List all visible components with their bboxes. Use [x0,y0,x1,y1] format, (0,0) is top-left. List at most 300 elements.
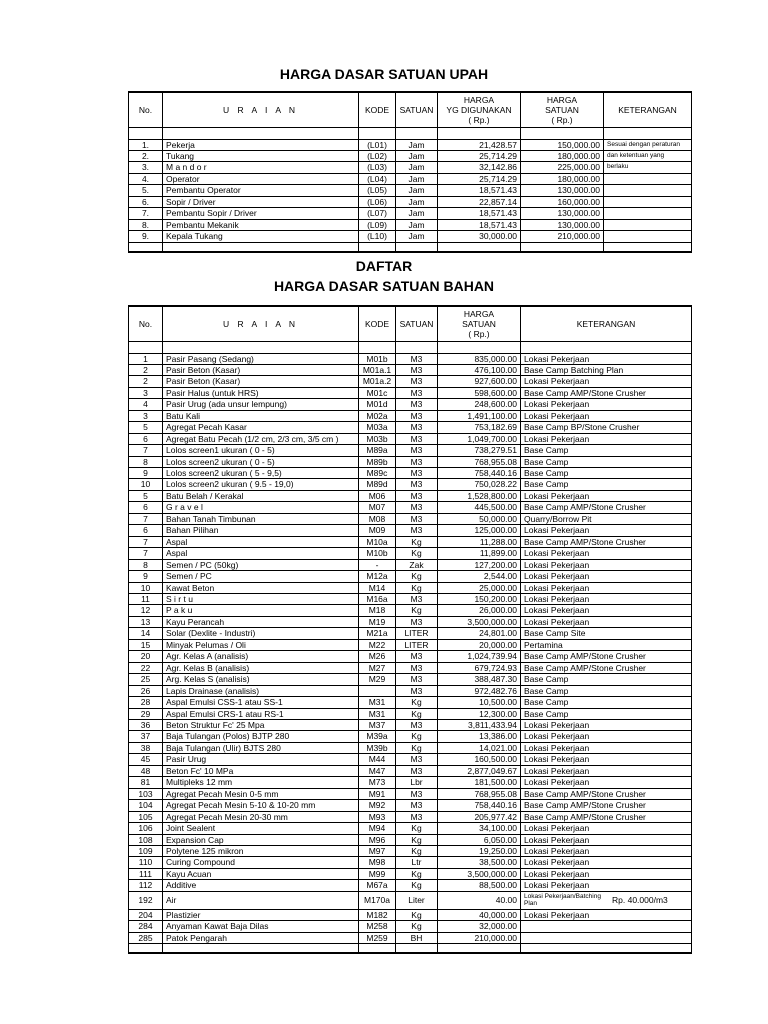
row-satuan: Kg [396,742,438,753]
bahan-header-harga-satuan-l1: HARGA [463,308,495,319]
row-uraian: Operator [163,173,359,184]
table-row [129,208,692,219]
row-keterangan: Lokasi Pekerjaan [521,834,692,845]
table-row [129,173,692,184]
table-row [129,422,692,433]
row-no: 28 [129,697,163,708]
row-satuan: Kg [396,823,438,834]
row-kode: M01d [359,399,396,410]
row-uraian: M a n d o r [163,162,359,173]
row-uraian: S i r t u [163,594,359,605]
row-keterangan: Lokasi Pekerjaan [521,353,692,364]
row-keterangan [604,231,692,242]
row-no: 103 [129,788,163,799]
row-kode: M18 [359,605,396,616]
row-uraian: Pasir Urug (ada unsur lempung) [163,399,359,410]
table-row [129,731,692,742]
row-kode: M09 [359,525,396,536]
row-satuan: M3 [396,399,438,410]
row-kode: (L05) [359,185,396,196]
row-no: 110 [129,857,163,868]
bahan-header-harga-satuan-l3: ( Rp.) [468,328,490,339]
row-satuan: Kg [396,708,438,719]
table-row [129,765,692,776]
row-uraian: Agregat Pecah Mesin 20-30 mm [163,811,359,822]
bahan-header-kode: KODE [359,306,396,341]
row-satuan: Liter [396,891,438,909]
row-no: 7 [129,513,163,524]
row-satuan: M3 [396,800,438,811]
row-keterangan: Lokasi Pekerjaan [521,742,692,753]
row-no: 38 [129,742,163,753]
row-harga-satuan: 150,000.00 [521,139,604,150]
row-no: 8 [129,456,163,467]
row-harga-satuan: 388,487.30 [438,674,521,685]
row-no: 7 [129,536,163,547]
upah-header-harga-digunakan-l2: YG DIGUNAKAN [446,104,512,115]
row-satuan: M3 [396,468,438,479]
row-kode: M03a [359,422,396,433]
table-row [129,857,692,868]
row-kode: M10a [359,536,396,547]
table-row [129,742,692,753]
row-harga-satuan: 2,877,049.67 [438,765,521,776]
row-keterangan: Sesuai dengan peraturan [604,139,692,150]
row-kode: (L06) [359,196,396,207]
row-uraian: Arg. Kelas S (analisis) [163,674,359,685]
row-kode: (L10) [359,231,396,242]
row-satuan: M3 [396,490,438,501]
row-satuan: M3 [396,811,438,822]
row-satuan: M3 [396,788,438,799]
row-keterangan: Base Camp [521,674,692,685]
row-harga-satuan: 1,528,800.00 [438,490,521,501]
row-no: 10 [129,582,163,593]
bahan-header-satuan: SATUAN [396,306,438,341]
table-row [129,219,692,230]
row-uraian: Pasir Beton (Kasar) [163,376,359,387]
row-satuan: Kg [396,834,438,845]
row-harga-digunakan: 32,142.86 [438,162,521,173]
row-keterangan: Lokasi Pekerjaan [521,559,692,570]
row-kode: M06 [359,490,396,501]
row-harga-satuan: 679,724.93 [438,662,521,673]
row-harga-satuan: 1,049,700.00 [438,433,521,444]
row-keterangan: Lokasi Pekerjaan [521,525,692,536]
row-uraian: Aspal [163,536,359,547]
row-kode: M37 [359,720,396,731]
table-row [129,571,692,582]
row-uraian: Batu Kali [163,410,359,421]
row-no: 3 [129,410,163,421]
row-keterangan: Lokasi Pekerjaan [521,765,692,776]
row-harga-satuan: 768,955.08 [438,456,521,467]
row-keterangan: Lokasi Pekerjaan [521,571,692,582]
row-kode: M67a [359,880,396,891]
table-row [129,231,692,242]
row-harga-satuan: 1,024,739.94 [438,651,521,662]
row-uraian: Agregat Pecah Kasar [163,422,359,433]
row-harga-satuan: 20,000.00 [438,639,521,650]
row-no: 12 [129,605,163,616]
row-uraian: Lolos screen2 ukuran ( 5 - 9,5) [163,468,359,479]
row-keterangan: Base Camp Site [521,628,692,639]
row-no: 6. [129,196,163,207]
row-no: 106 [129,823,163,834]
bahan-title-line1: DAFTAR [355,258,413,274]
row-uraian: Lolos screen2 ukuran ( 0 - 5) [163,456,359,467]
row-kode: M31 [359,708,396,719]
row-keterangan [521,921,692,932]
row-uraian: Lolos screen1 ukuran ( 0 - 5) [163,445,359,456]
row-harga-satuan: 598,600.00 [438,387,521,398]
row-uraian: Kawat Beton [163,582,359,593]
row-harga-satuan: 758,440.16 [438,800,521,811]
row-keterangan: Base Camp AMP/Stone Crusher [521,536,692,547]
row-no: 7. [129,208,163,219]
bahan-header-keterangan: KETERANGAN [521,306,692,341]
row-satuan: Zak [396,559,438,570]
row-keterangan: Base Camp BP/Stone Crusher [521,422,692,433]
row-harga-satuan: 40,000.00 [438,909,521,920]
row-harga-satuan: 11,288.00 [438,536,521,547]
row-harga-satuan: 2,544.00 [438,571,521,582]
table-row [129,376,692,387]
row-harga-satuan: 11,899.00 [438,548,521,559]
row-kode: M10b [359,548,396,559]
upah-header-harga-satuan-l1: HARGA [546,94,578,105]
row-keterangan: Lokasi Pekerjaan [521,857,692,868]
row-harga-digunakan: 18,571.43 [438,208,521,219]
row-satuan: M3 [396,513,438,524]
row-no: 3 [129,387,163,398]
row-keterangan: Lokasi Pekerjaan [521,410,692,421]
row-keterangan: Quarry/Borrow Pit [521,513,692,524]
row-kode: M01b [359,353,396,364]
row-satuan: M3 [396,433,438,444]
row-uraian: P a k u [163,605,359,616]
row-no: 22 [129,662,163,673]
row-kode: (L09) [359,219,396,230]
row-no: 7 [129,445,163,456]
row-harga-satuan: 24,801.00 [438,628,521,639]
row-uraian: Pasir Halus (untuk HRS) [163,387,359,398]
row-satuan: M3 [396,685,438,696]
row-satuan: Kg [396,536,438,547]
row-satuan: Kg [396,582,438,593]
row-keterangan-note: Lokasi Pekerjaan/Batching Plan [524,893,601,908]
row-no: 25 [129,674,163,685]
row-no: 6 [129,525,163,536]
row-keterangan: Base Camp AMP/Stone Crusher [521,387,692,398]
row-no: 204 [129,909,163,920]
row-harga-digunakan: 30,000.00 [438,231,521,242]
upah-header-harga-satuan [521,92,604,127]
row-kode: M12a [359,571,396,582]
row-no: 3. [129,162,163,173]
row-keterangan: Lokasi Pekerjaan [521,823,692,834]
row-satuan: Kg [396,868,438,879]
row-uraian: Air [163,891,359,909]
row-harga-digunakan: 25,714.29 [438,150,521,161]
row-keterangan: Lokasi Pekerjaan [521,605,692,616]
row-satuan: M3 [396,754,438,765]
row-uraian: Bahan Tanah Timbunan [163,513,359,524]
row-uraian: Multipleks 12 mm [163,777,359,788]
row-satuan: Ltr [396,857,438,868]
row-keterangan: Base Camp [521,479,692,490]
row-kode: - [359,559,396,570]
bahan-header-harga-satuan-l2: SATUAN [462,318,496,329]
row-no: 112 [129,880,163,891]
row-keterangan: Lokasi Pekerjaan [521,399,692,410]
upah-header-keterangan: KETERANGAN [604,92,692,127]
row-harga-digunakan: 18,571.43 [438,185,521,196]
row-keterangan: Lokasi Pekerjaan [521,777,692,788]
bahan-header-harga-satuan [438,306,521,341]
row-uraian: Bahan Pilihan [163,525,359,536]
row-uraian: Tukang [163,150,359,161]
row-satuan: Jam [396,208,438,219]
row-harga-satuan: 130,000.00 [521,208,604,219]
row-keterangan: Lokasi Pekerjaan [521,868,692,879]
row-harga-satuan: 127,200.00 [438,559,521,570]
table-row [129,536,692,547]
row-harga-satuan: 972,482.76 [438,685,521,696]
bahan-header-no: No. [129,306,163,341]
table-row [129,162,692,173]
table-row [129,662,692,673]
row-uraian: Batu Belah / Kerakal [163,490,359,501]
table-row [129,891,692,909]
table-row [129,697,692,708]
row-satuan: M3 [396,364,438,375]
row-kode: (L07) [359,208,396,219]
row-satuan: Jam [396,139,438,150]
row-keterangan: Lokasi Pekerjaan [521,490,692,501]
row-uraian: Semen / PC [163,571,359,582]
row-keterangan [521,932,692,943]
row-no: 9 [129,571,163,582]
row-harga-digunakan: 18,571.43 [438,219,521,230]
row-kode: M98 [359,857,396,868]
row-harga-satuan: 3,500,000.00 [438,616,521,627]
row-uraian: Minyak Pelumas / Oli [163,639,359,650]
row-keterangan: Lokasi Pekerjaan [521,754,692,765]
row-satuan: Kg [396,845,438,856]
row-satuan: M3 [396,387,438,398]
row-kode: M39a [359,731,396,742]
row-kode: M92 [359,800,396,811]
table-row [129,139,692,150]
row-satuan: M3 [396,525,438,536]
row-harga-satuan: 88,500.00 [438,880,521,891]
row-satuan: M3 [396,502,438,513]
row-harga-satuan: 12,300.00 [438,708,521,719]
row-harga-satuan: 160,000.00 [521,196,604,207]
row-uraian: Agregat Pecah Mesin 0-5 mm [163,788,359,799]
row-uraian: Kayu Acuan [163,868,359,879]
row-keterangan: Base Camp [521,697,692,708]
table-row [129,616,692,627]
row-no: 284 [129,921,163,932]
row-uraian: Agr. Kelas B (analisis) [163,662,359,673]
row-no: 36 [129,720,163,731]
row-harga-satuan: 40.00 [438,891,521,909]
row-uraian: Additive [163,880,359,891]
row-keterangan: Lokasi Pekerjaan [521,731,692,742]
row-kode: M39b [359,742,396,753]
row-keterangan [604,196,692,207]
bahan-table [128,305,692,954]
table-row [129,410,692,421]
table-row [129,559,692,570]
row-uraian: Plastizier [163,909,359,920]
row-harga-satuan: 210,000.00 [521,231,604,242]
bahan-title-line2: HARGA DASAR SATUAN BAHAN [273,278,495,294]
row-keterangan: Base Camp AMP/Stone Crusher [521,811,692,822]
row-no: 2. [129,150,163,161]
row-uraian: Agr. Kelas A (analisis) [163,651,359,662]
row-keterangan: Base Camp [521,708,692,719]
row-kode: M99 [359,868,396,879]
row-harga-digunakan: 22,857.14 [438,196,521,207]
row-satuan: Kg [396,697,438,708]
row-uraian: Sopir / Driver [163,196,359,207]
row-harga-satuan: 445,500.00 [438,502,521,513]
table-row [129,628,692,639]
row-harga-satuan: 180,000.00 [521,173,604,184]
row-no: 9 [129,468,163,479]
row-harga-satuan: 50,000.00 [438,513,521,524]
upah-header-harga-digunakan [438,92,521,127]
row-harga-satuan: 180,000.00 [521,150,604,161]
row-harga-satuan: 130,000.00 [521,185,604,196]
row-satuan: M3 [396,651,438,662]
row-uraian: Joint Sealent [163,823,359,834]
upah-header-harga-digunakan-l1: HARGA [463,94,495,105]
row-uraian: Beton Struktur Fc' 25 Mpa [163,720,359,731]
row-keterangan: Pertamina [521,639,692,650]
row-keterangan [604,173,692,184]
row-no: 13 [129,616,163,627]
row-no: 109 [129,845,163,856]
row-uraian: G r a v e l [163,502,359,513]
row-kode: M03b [359,433,396,444]
upah-header-kode: KODE [359,92,396,127]
row-no: 192 [129,891,163,909]
row-keterangan: Base Camp [521,468,692,479]
row-uraian: Curing Compound [163,857,359,868]
row-keterangan: Base Camp AMP/Stone Crusher [521,800,692,811]
row-uraian: Aspal Emulsi CSS-1 atau SS-1 [163,697,359,708]
table-row [129,433,692,444]
table-row [129,456,692,467]
row-uraian: Pasir Pasang (Sedang) [163,353,359,364]
table-row [129,399,692,410]
row-uraian: Aspal Emulsi CRS-1 atau RS-1 [163,708,359,719]
row-satuan: Jam [396,219,438,230]
row-keterangan: Base Camp AMP/Stone Crusher [521,662,692,673]
row-harga-digunakan: 21,428.57 [438,139,521,150]
row-satuan: M3 [396,479,438,490]
row-keterangan-extra: Rp. 40.000/m3 [612,895,668,906]
row-uraian: Aspal [163,548,359,559]
row-no: 111 [129,868,163,879]
row-no: 81 [129,777,163,788]
row-satuan: M3 [396,720,438,731]
row-uraian: Lolos screen2 ukuran ( 9.5 - 19,0) [163,479,359,490]
row-no: 9. [129,231,163,242]
row-uraian: Pasir Beton (Kasar) [163,364,359,375]
row-kode: M73 [359,777,396,788]
row-satuan: M3 [396,674,438,685]
row-uraian: Semen / PC (50kg) [163,559,359,570]
row-satuan: LITER [396,639,438,650]
row-harga-satuan: 32,000.00 [438,921,521,932]
row-keterangan: Lokasi Pekerjaan [521,582,692,593]
row-harga-satuan: 210,000.00 [438,932,521,943]
row-kode: M02a [359,410,396,421]
row-kode: M89b [359,456,396,467]
row-kode: M01a.1 [359,364,396,375]
table-row [129,921,692,932]
row-kode: M96 [359,834,396,845]
row-kode: M89a [359,445,396,456]
row-satuan: Jam [396,231,438,242]
row-kode: M89c [359,468,396,479]
table-row [129,674,692,685]
row-no: 11 [129,594,163,605]
row-no: 37 [129,731,163,742]
row-uraian: Pembantu Mekanik [163,219,359,230]
table-row [129,445,692,456]
row-no: 5 [129,422,163,433]
row-kode: (L04) [359,173,396,184]
table-row [129,708,692,719]
row-keterangan [604,208,692,219]
upah-header-harga-satuan-l2: SATUAN [545,104,579,115]
row-no: 4. [129,173,163,184]
row-kode: M94 [359,823,396,834]
row-no: 45 [129,754,163,765]
table-row [129,823,692,834]
upah-header-harga-digunakan-l3: ( Rp.) [468,114,490,125]
row-keterangan: Lokasi Pekerjaan [521,548,692,559]
table-row [129,880,692,891]
row-kode: (L02) [359,150,396,161]
row-uraian: Anyaman Kawat Baja Dilas [163,921,359,932]
row-uraian: Kepala Tukang [163,231,359,242]
row-harga-satuan: 19,250.00 [438,845,521,856]
row-no: 104 [129,800,163,811]
row-keterangan: Base Camp AMP/Stone Crusher [521,788,692,799]
row-keterangan: Base Camp AMP/Stone Crusher [521,651,692,662]
row-kode: (L03) [359,162,396,173]
row-kode [359,685,396,696]
row-keterangan: Lokasi Pekerjaan [521,909,692,920]
row-no: 105 [129,811,163,822]
row-no: 2 [129,364,163,375]
row-uraian: Agregat Pecah Mesin 5-10 & 10-20 mm [163,800,359,811]
table-row [129,490,692,501]
row-kode: M170a [359,891,396,909]
row-harga-satuan: 476,100.00 [438,364,521,375]
row-uraian: Solar (Dexlite - Industri) [163,628,359,639]
row-satuan: M3 [396,594,438,605]
row-keterangan: Base Camp AMP/Stone Crusher [521,502,692,513]
table-row [129,582,692,593]
